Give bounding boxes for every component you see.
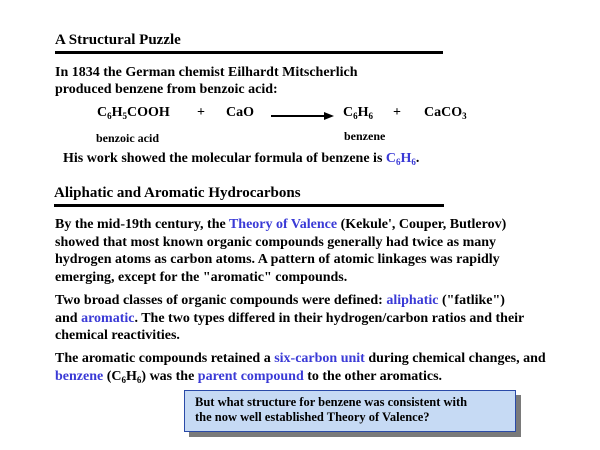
paragraph-aromatic-compounds: The aromatic compounds retained a six-carbon unit during chemical changes, and benzene $(C_6H_6)$ was the parent compound to the other aromatics. (55, 351, 546, 385)
callout-line-2: the now well established Theory of Valence? (195, 410, 430, 424)
plus-sign-2: + (393, 105, 401, 120)
product-benzene-formula: $C_6H_6$ (343, 105, 374, 121)
term-six-carbon-unit: six-carbon unit (274, 351, 365, 366)
reaction-arrow-icon (324, 112, 334, 120)
term-aromatic: aromatic (81, 310, 135, 326)
term-benzene: benzene (55, 368, 104, 384)
section-underline (54, 204, 444, 207)
reactant-benzoic-acid-formula: $C_6H_5COOH$ (97, 105, 170, 121)
label-benzene: benzene (344, 129, 386, 143)
intro-line-1: In 1834 the German chemist Eilhardt Mitscherlich (55, 65, 358, 80)
title-underline (55, 51, 443, 54)
benzene-formula-conclusion: His work showed the molecular formula of benzene is $C_6H_6$. (63, 151, 420, 167)
paragraph-compound-classes: Two broad classes of organic compounds were defined: aliphatic ("fatlike") and aromatic. The two types differed in their hydrogen/carbon ratios and their chemical reactivities. (55, 293, 525, 343)
reactant-cao-formula: CaO (226, 105, 254, 120)
term-parent-compound: parent compound (197, 368, 304, 384)
term-theory-of-valence: Theory of Valence (228, 217, 338, 232)
section-title-structural-puzzle: A Structural Puzzle (55, 32, 181, 48)
product-caco3-formula: CaCO$_3$ (424, 105, 467, 121)
reaction-arrow-shaft (271, 115, 325, 117)
paragraph-theory-of-valence: By the mid-19th century, the Theory of Valence (Kekule', Couper, Butlerov) showed that most known organic compounds generally had twice as many hydrogen atoms as carbon atoms. A pattern of atomic linkages was rapidly emerging, except for the "aromatic" compounds. (55, 217, 507, 285)
benzene-formula-highlight: $C_6H_6$ (385, 151, 416, 167)
label-benzoic-acid: benzoic acid (96, 131, 159, 145)
plus-sign-1: + (197, 105, 205, 120)
term-aliphatic: aliphatic (386, 293, 439, 308)
question-callout (184, 390, 516, 432)
section-title-hydrocarbons: Aliphatic and Aromatic Hydrocarbons (54, 185, 301, 201)
callout-line-1: But what structure for benzene was consistent with (195, 395, 468, 409)
intro-line-2: produced benzene from benzoic acid: (55, 82, 278, 97)
